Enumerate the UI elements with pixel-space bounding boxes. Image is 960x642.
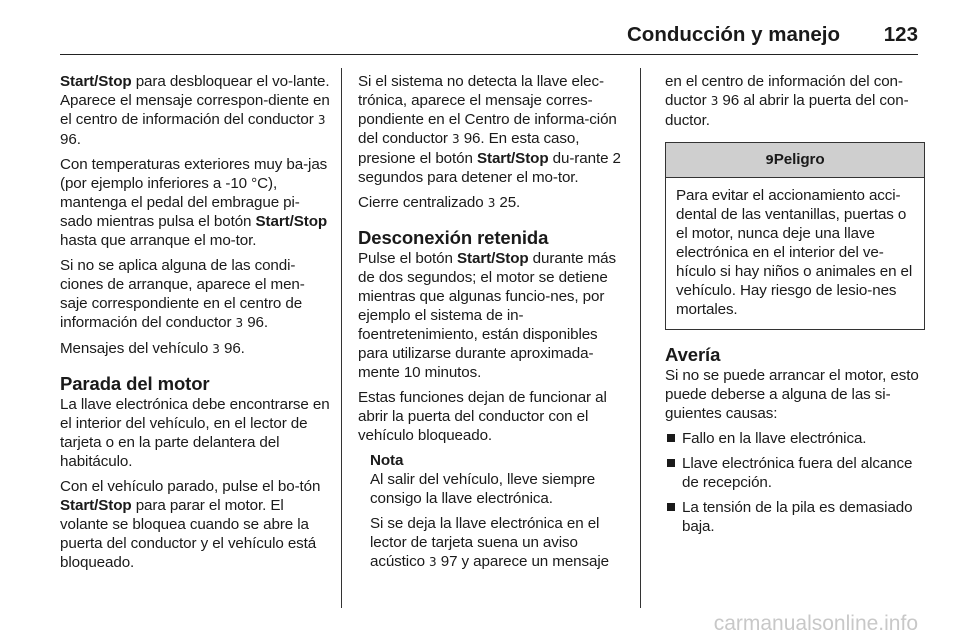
paragraph-text: Pulse el botón [358, 250, 457, 267]
page-ref-icon: 3 [317, 113, 326, 127]
page-title: Conducción y manejo [627, 23, 840, 46]
paragraph-text: al abrir la puerta del con-ductor. [665, 92, 909, 129]
note-title: Nota [370, 452, 404, 469]
paragraph-text: Cierre centralizado [358, 194, 488, 211]
paragraph [665, 72, 925, 130]
control-label: Start/Stop [60, 497, 132, 514]
paragraph-text: En esta caso, presione el botón [358, 130, 580, 167]
paragraph [60, 155, 330, 250]
paragraph-text: du-rante 2 segundos para detener el mo-tor. [358, 150, 621, 186]
list-item: Llave electrónica fuera del alcance de recepción. [665, 454, 925, 492]
paragraph-text: para parar el motor. El volante se bloquea cuando se abre la puerta del conductor y el vehículo está bloqueado. [60, 497, 317, 571]
paragraph [60, 477, 330, 572]
column-divider [341, 68, 342, 608]
page-ref[interactable]: 96 [722, 92, 740, 109]
page-ref[interactable]: 25. [499, 194, 521, 211]
paragraph [60, 339, 330, 359]
section-heading: Avería [665, 344, 721, 365]
paragraph-text: para desbloquear el vo-lante. Aparece el mensaje correspon-diente en el centro de información del conductor [60, 73, 330, 128]
page-ref-icon: 3 [212, 342, 220, 356]
control-label: Start/Stop [60, 73, 132, 90]
warning-icon: 9 [765, 153, 774, 167]
paragraph-text: durante más de dos segundos; el motor se detiene mientras que algunas funcio-nes, por ejemplo el sistema de in-foentretenimiento, están disponibles para utilizarse durante aproximada-mente 10 minutos. [358, 250, 617, 381]
note-text: Al salir del vehículo, lleve siempre consigo la llave electrónica. [370, 471, 596, 507]
page-ref[interactable]: 96. [60, 131, 81, 148]
paragraph [60, 72, 330, 149]
control-label: Start/Stop [476, 150, 549, 167]
paragraph: Estas funciones dejan de funcionar al abrir la puerta del conductor con el vehículo bloqueado. [358, 389, 607, 444]
note-text [370, 514, 623, 572]
column-2 [358, 72, 623, 578]
warning-header [666, 143, 924, 178]
paragraph [60, 256, 330, 333]
paragraph-text: hasta que arranque el mo-tor. [60, 232, 257, 249]
paragraph: Si no se puede arrancar el motor, esto puede deberse a alguna de las si-guientes causas: [665, 367, 919, 422]
page-header [60, 14, 918, 55]
note-box [370, 451, 623, 572]
control-label: Start/Stop [255, 213, 328, 230]
page-ref-icon: 3 [429, 555, 437, 569]
column-divider [640, 68, 641, 608]
paragraph-text: Con el vehículo parado, pulse el bo-tón [60, 478, 321, 495]
paragraph-text: Si se deja la llave electrónica en el lector de tarjeta suena un aviso acústico [370, 515, 600, 570]
page-ref[interactable]: 96. [463, 130, 485, 147]
paragraph [358, 249, 623, 382]
control-label: Start/Stop [456, 250, 529, 267]
warning-title: Peligro [773, 151, 825, 168]
page-ref-icon: 3 [235, 316, 244, 330]
page-ref-icon: 3 [452, 132, 460, 146]
list-item: La tensión de la pila es demasiado baja. [665, 498, 925, 536]
page-ref[interactable]: 96. [247, 314, 269, 331]
page-number: 123 [883, 23, 918, 46]
paragraph [358, 193, 623, 213]
cause-list [665, 429, 925, 536]
page-ref-icon: 3 [487, 196, 496, 210]
warning-box [665, 142, 925, 330]
page-ref[interactable]: 97 [440, 553, 458, 570]
paragraph-text: Mensajes del vehículo [60, 340, 213, 357]
list-item: Fallo en la llave electrónica. [665, 429, 925, 448]
paragraph [358, 72, 623, 187]
section-heading: Parada del motor [60, 373, 210, 394]
column-1 [60, 72, 330, 578]
paragraph-text: Si el sistema no detecta la llave elec-trónica, aparece el mensaje corres-pondiente en el Centro de informa-ción del conductor [358, 73, 617, 147]
paragraph-text: en el centro de información del con-ductor [665, 73, 903, 109]
paragraph-text: Si no se aplica alguna de las condi-ciones de arranque, aparece el men-saje correspondiente en el centro de información del conductor [60, 257, 305, 331]
watermark: carmanualsonline.info [713, 612, 918, 635]
page-ref[interactable]: 96. [223, 340, 245, 357]
section-heading: Desconexión retenida [358, 227, 549, 248]
paragraph: La llave electrónica debe encontrarse en el interior del vehículo, en el lector de tarjeta o en la parte delantera del habitáculo. [60, 396, 330, 470]
warning-text: Para evitar el accionamiento acci-dental de las ventanillas, puertas o el motor, nunca deje una llave electrónica en el interior del ve-hículo si hay niños o animales en el vehículo. Hay riesgo de lesio-nes mortales. [676, 187, 913, 318]
page-ref-icon: 3 [710, 94, 719, 108]
column-3 [665, 72, 925, 542]
paragraph-text: Con temperaturas exteriores muy ba-jas (por ejemplo inferiores a -10 °C), mantenga el pedal del embrague pi-sado mientras pulsa el botón [60, 156, 328, 230]
paragraph-text: y aparece un mensaje [457, 553, 609, 570]
